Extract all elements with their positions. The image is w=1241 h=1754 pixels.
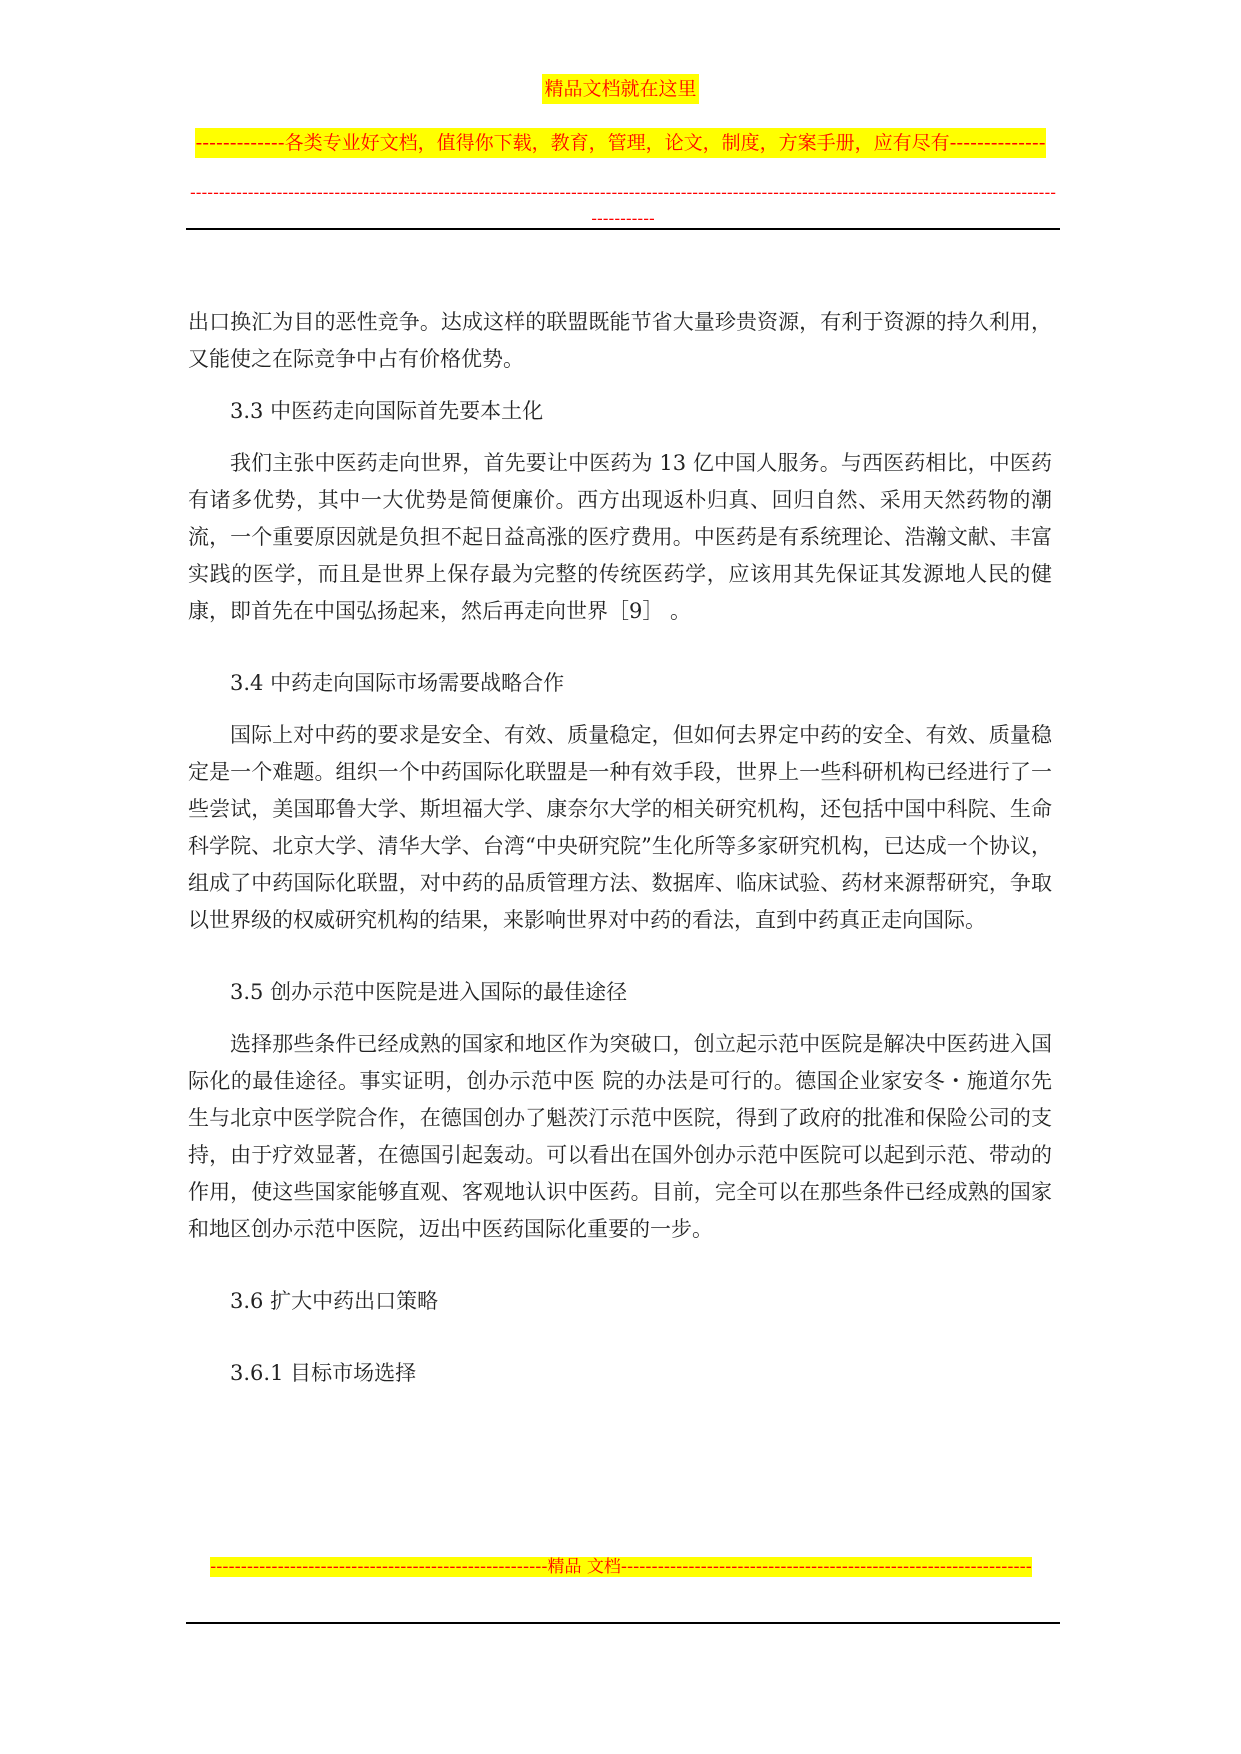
header-subtitle xyxy=(0,128,1241,158)
header-title xyxy=(0,73,1241,105)
header-divider xyxy=(186,228,1060,230)
footer-divider xyxy=(186,1622,1060,1624)
footer-banner xyxy=(186,1550,1056,1620)
section-heading-3-6: 3.6 扩大中药出口策略 xyxy=(230,1289,439,1313)
section-heading-3-4: 3.4 中药走向国际市场需要战略合作 xyxy=(230,671,565,695)
header-title-text: 精品文档就在这里 xyxy=(542,74,698,104)
section-heading-3-5: 3.5 创办示范中医院是进入国际的最佳途径 xyxy=(230,980,628,1004)
header-dash-line: ----------------------------------------------------------------------------------------------------------------------------------------------------------------- xyxy=(189,183,1056,228)
section-paragraph-3-4: 国际上对中药的要求是安全、有效、质量稳定，但如何去界定中药的安全、有效、质量稳定是一个难题。组织一个中药国际化联盟是一种有效手段，世界上一些科研机构已经进行了一些尝试，美国耶鲁大学、斯坦福大学、康奈尔大学的相关研究机构，还包括中国中科院、生命科学院、北京大学、清华大学、台湾“中央研究院”生化所等多家研究机构，已达成一个协议，组成了中药国际化联盟，对中药的品质管理方法、数据库、临床试验、药材来源帮研究，争取以世界级的权威研究机构的结果，来影响世界对中药的看法，直到中药真正走向国际。 xyxy=(188,723,1052,932)
footer-text: -------------------------------------------------------精品 文档------------------------------------------------------------------- xyxy=(210,1557,1032,1577)
section-heading-3-3: 3.3 中医药走向国际首先要本土化 xyxy=(230,399,544,423)
section-heading-3-6-1: 3.6.1 目标市场选择 xyxy=(230,1361,417,1385)
section-paragraph-3-5: 选择那些条件已经成熟的国家和地区作为突破口，创立起示范中医院是解决中医药进入国际化的最佳途径。事实证明，创办示范中医 院的办法是可行的。德国企业家安冬・施道尔先生与北京中医学院合作，在德国创办了魁茨汀示范中医院，得到了政府的批准和保险公司的支持，由于疗效显著，在德国引起轰动。可以看出在国外创办示范中医院可以起到示范、带动的作用，使这些国家能够直观、客观地认识中医药。目前，完全可以在那些条件已经成熟的国家和地区创办示范中医院，迈出中医药国际化重要的一步。 xyxy=(188,1032,1052,1241)
document-body xyxy=(188,304,1052,1392)
header-subtitle-text: -------------各类专业好文档，值得你下载，教育，管理，论文，制度，方案手册，应有尽有-------------- xyxy=(195,128,1045,158)
section-paragraph-3-3: 我们主张中医药走向世界，首先要让中医药为 13 亿中国人服务。与西医药相比，中医药有诸多优势，其中一大优势是简便廉价。西方出现返朴归真、回归自然、采用天然药物的潮流，一个重要原因就是负担不起日益高涨的医疗费用。中医药是有系统理论、浩瀚文献、丰富实践的医学，而且是世界上保存最为完整的传统医药学，应该用其先保证其发源地人民的健康，即首先在中国弘扬起来，然后再走向世界［9］ 。 xyxy=(188,451,1052,623)
intro-paragraph: 出口换汇为目的恶性竞争。达成这样的联盟既能节省大量珍贵资源，有利于资源的持久利用，又能使之在际竞争中占有价格优势。 xyxy=(188,310,1052,371)
